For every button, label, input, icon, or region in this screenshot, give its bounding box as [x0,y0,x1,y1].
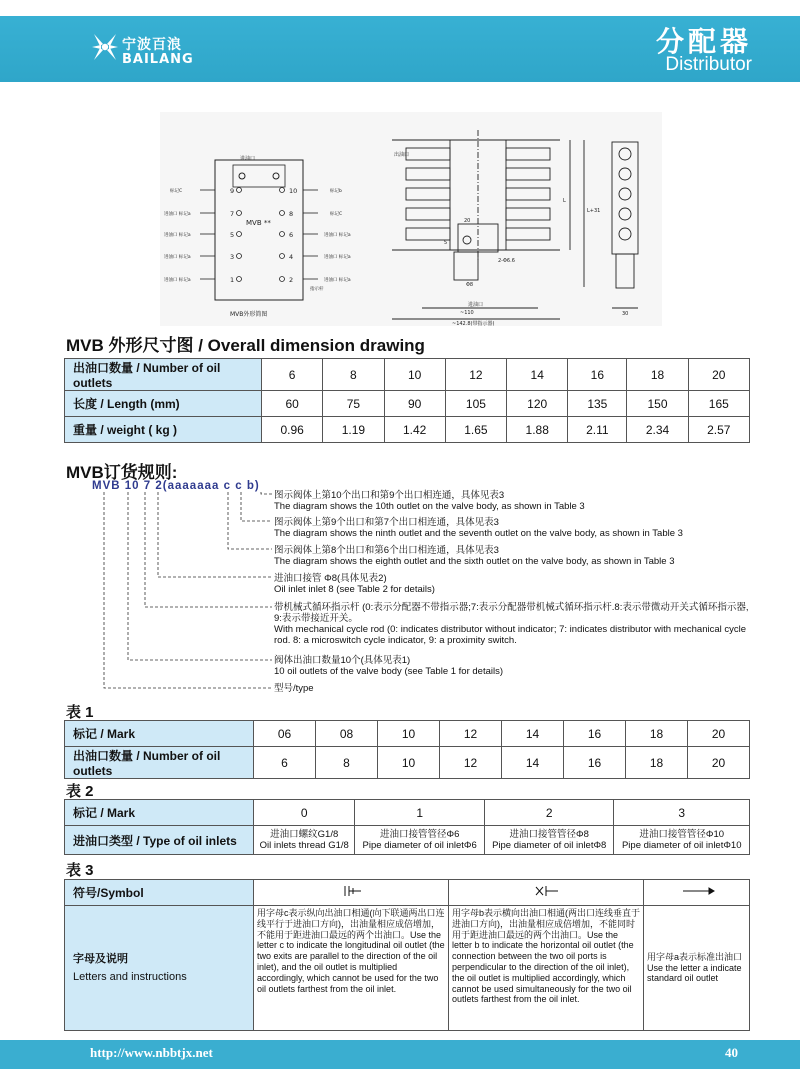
table-cell: 2.34 [627,417,688,443]
table-cell: 8 [323,359,384,391]
row-label: 出油口数量 / Number of oil outlets [65,747,254,779]
table-cell: 10 [378,747,440,779]
code-part: 7 [143,480,152,492]
dim-phi8: Φ8 [466,282,474,288]
type-cn: 进油口接管管径Φ6 [380,829,460,840]
dim-30: 30 [622,311,629,317]
type-en: Pipe diameter of oil inletΦ8 [492,840,607,851]
note-en: The diagram shows the ninth outlet and the seventh outlet on the valve body, as shown in Table 3 [274,528,683,539]
left-label-1: 标记C [170,189,183,194]
table-cell: 20 [688,747,750,779]
code-part: 2 [155,480,163,492]
code-part: MVB [92,480,121,492]
left-number-3: 5 [230,231,235,239]
table-cell: 1.88 [507,417,568,443]
table-row [65,721,750,747]
note-en: The diagram shows the eighth outlet and the sixth outlet on the valve body, as shown in Table 3 [274,556,675,567]
code-part: c [223,480,231,492]
table-cell: 08 [316,721,378,747]
note-cn: 阀体出油口数量10个(具体见表1) [274,655,411,666]
table-cell: 20 [688,721,750,747]
symbol-a-arrow-icon [677,884,717,898]
type-en: Pipe diameter of oil inletΦ6 [362,840,477,851]
table-cell: 165 [688,391,749,417]
table-row [65,880,750,906]
table2-title: 表 2 [66,783,94,800]
desc-label-cn: 字母及说明 [73,953,128,965]
table-cell [355,826,485,855]
footer-url[interactable]: http://www.nbbtjx.net [90,1045,213,1060]
table-cell [614,826,750,855]
table-cell: 1 [355,800,485,826]
type-cn: 进油口螺纹G1/8 [270,829,339,840]
right-label-3: 进油口 标记a [324,233,351,238]
table-cell: 10 [378,721,440,747]
note-cn: 图示阀体上第9个出口和第7个出口相连通，具体见表3 [274,517,499,528]
desc-b: 用字母b表示横向出油口相通(两出口连线垂直于进油口方向)，出油量相应成倍增加，不能同时用于距进油口最远的两个出油口。Use the letter b to indicate the horizontal oil outlet (the connection between the two oil ports is perpendicular to the direction of the oil inlet), the oil outlet is multiplied accordingly, which cannot be used simultaneously for the two oil outlets farthest from the oil inlet. [449,906,644,1031]
left-label-3: 进油口 标记a [164,233,191,238]
order-note-2 [274,517,683,539]
logo-en-text: BAILANG [122,52,194,67]
table-cell: 90 [384,391,445,417]
table-cell: 2.11 [568,417,627,443]
logo-cn-text: 宁波百浪 [122,36,182,52]
table-cell: 60 [262,391,323,417]
order-note-6 [274,655,503,677]
note-en: The diagram shows the 10th outlet on the valve body, as shown in Table 3 [274,501,585,512]
order-note-3 [274,545,674,567]
symbol-b-cell [449,880,644,906]
note-cn: 图示阀体上第10个出口和第9个出口相连通，具体见表3 [274,490,505,501]
table-cell: 06 [254,721,316,747]
type-en: Oil inlets thread G1/8 [259,840,349,851]
row-label: 出油口数量 / Number of oil outlets [65,359,262,391]
note-en: Oil inlet inlet 8 (see Table 2 for details) [274,584,435,595]
row-label: 标记 / Mark [65,721,254,747]
table-cell: 75 [323,391,384,417]
left-number-4: 3 [230,253,235,261]
table-cell: 12 [440,747,502,779]
dim-20: 20 [464,218,471,224]
indicator-label: 指示杆 [310,287,324,292]
right-number-5: 2 [289,276,294,284]
table-cell: 0.96 [262,417,323,443]
note-cn: 带机械式循环指示杆 (0:表示分配器不带指示器;7:表示分配器带机械式循环指示杆.8:表示带微动开关式循环指示器, 9:表示带接近开关。 [274,602,749,624]
right-label-5: 进油口 标记a [324,278,351,283]
code-part: 10 [124,480,140,492]
table-cell: 1.65 [445,417,506,443]
table-cell: 14 [507,359,568,391]
order-note-5 [274,602,752,646]
drawing-inlet-label-2: 进油口 [468,302,484,308]
table-cell: 16 [568,359,627,391]
table-row [65,906,750,1031]
table-cell: 1.42 [384,417,445,443]
symbol-c-cell [254,880,449,906]
drawing-outlet-label: 出油口 [394,152,410,158]
dim-5: 5 [444,240,448,246]
drawing-inlet-label: 进油口 [240,156,256,162]
table-cell: 3 [614,800,750,826]
symbol-b-icon [526,884,566,898]
symbol-a-cell [644,880,750,906]
table-cell: 6 [262,359,323,391]
order-section-title: MVB订货规则: [66,463,178,482]
table-cell: 20 [688,359,749,391]
dim-142: ~142.8(带指示器) [452,321,495,326]
row-label: 进油口类型 / Type of oil inlets [65,826,254,855]
order-note-4 [274,573,435,595]
code-part: b) [246,480,260,492]
right-label-4: 进油口 标记a [324,255,351,260]
left-number-1: 9 [230,187,235,195]
table-cell: 135 [568,391,627,417]
table-cell: 120 [507,391,568,417]
page-title-en: Distributor [665,54,752,75]
right-label-1: 标记b [330,189,342,194]
desc-a: 用字母a表示标准出油口Use the letter a indicate standard oil outlet [644,906,750,1031]
note-cn: 图示阀体上第8个出口和第6个出口相连通，具体见表3 [274,545,499,556]
note-cn: 型号/type [274,683,314,694]
dim-L31: L+31 [587,208,601,214]
table-cell: 14 [502,721,564,747]
desc-c: 用字母c表示纵向出油口相通(向下联通两出口连线平行于进油口方向)，出油量相应成倍增加，不能用于距进油口最远的两个出油口。Use the letter c to indicate the longitudinal oil outlet (the two exits are parallel to the direction of the oil inlet), and the oil outlet is multiplied accordingly, which cannot be used for the two oil outlets farthest from the oil inlet. [254,906,449,1031]
right-label-2: 标记C [330,212,343,217]
page-number: 40 [725,1045,738,1060]
right-number-3: 6 [289,231,294,239]
model-mark: MVB ** [246,219,271,227]
right-number-4: 4 [289,253,294,261]
left-label-5: 进油口 标记a [164,278,191,283]
desc-label-en: Letters and instructions [73,971,187,983]
table-cell: 1.19 [323,417,384,443]
table-cell: 18 [627,359,688,391]
front-view-caption: MVB外形简图 [230,311,268,318]
row-label: 标记 / Mark [65,800,254,826]
code-part: (aaaaaaa [162,480,220,492]
table-cell [484,826,614,855]
type-en: Pipe diameter of oil inletΦ10 [621,840,742,851]
table-cell: 105 [445,391,506,417]
type-cn: 进油口接管管径Φ8 [509,829,589,840]
row-label: 长度 / Length (mm) [65,391,262,417]
note-en: 10 oil outlets of the valve body (see Table 1 for details) [274,666,504,677]
table-cell: 18 [626,721,688,747]
dim-2-holes: 2-Φ6.6 [498,258,515,264]
table-cell: 12 [440,721,502,747]
table-cell [254,826,355,855]
table-cell: 2.57 [688,417,749,443]
table-cell: 14 [502,747,564,779]
table-cell: 150 [627,391,688,417]
table-cell: 18 [626,747,688,779]
table3 [64,879,750,1031]
row-label [65,906,254,1031]
right-number-1: 10 [289,187,298,195]
type-cn: 进油口接管管径Φ10 [639,829,725,840]
table-cell: 10 [384,359,445,391]
symbol-c-icon [331,884,371,898]
overall-section-title: MVB 外形尺寸图 / Overall dimension drawing [66,336,425,355]
table-row [65,826,750,855]
right-number-2: 8 [289,210,294,218]
table1 [64,720,750,779]
left-label-4: 进油口 标记a [164,255,191,260]
table-cell: 2 [484,800,614,826]
table1-title: 表 1 [66,704,94,721]
left-number-5: 1 [230,276,235,284]
code-part: c [235,480,243,492]
left-label-2: 进油口 标记a [164,212,191,217]
note-cn: 进油口接管 Φ8(具体见表2) [274,573,387,584]
table3-title: 表 3 [66,862,94,879]
row-label: 符号/Symbol [65,880,254,906]
table-cell: 8 [316,747,378,779]
dim-L: L [563,198,566,204]
table-cell: 6 [254,747,316,779]
table2 [64,799,750,855]
left-number-2: 7 [230,210,235,218]
row-label: 重量 / weight ( kg ) [65,417,262,443]
dim-110: ~110 [460,310,474,316]
order-note-1 [274,490,585,512]
note-en: With mechanical cycle rod (0: indicates distributor without indicator; 7: indicates distributor with mechanical cycle rod. 8: a microswitch cycle indicator, 9: a proximity switch. [274,624,747,646]
table-row [65,747,750,779]
table-cell: 16 [564,747,626,779]
table-cell: 12 [445,359,506,391]
table-cell: 0 [254,800,355,826]
table-cell: 16 [564,721,626,747]
page-title-cn: 分配器 [655,26,752,57]
table-row [65,800,750,826]
order-note-7 [274,683,314,694]
